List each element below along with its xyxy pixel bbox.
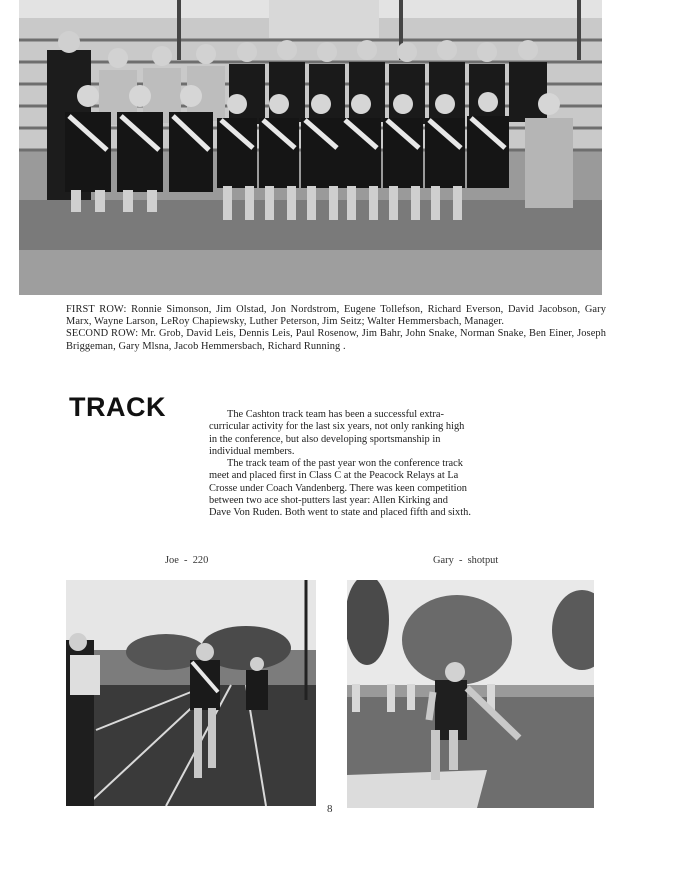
runner-photo: [66, 580, 316, 806]
shotput-photo: [347, 580, 594, 808]
article-body: [209, 409, 471, 520]
photo-caption: [66, 304, 606, 353]
body-paragraph: The Cashton track team has been a successful extra-curricular activity for the last six years, not only ranking high in the conference, but also developing sportsmanship in individual members.: [209, 409, 465, 457]
section-title: TRACK: [69, 392, 166, 422]
photo-label-right: Gary - shotput: [433, 555, 499, 566]
page-number: 8: [327, 803, 333, 815]
body-paragraph: The track team of the past year won the conference track meet and placed first in Class C at the Peacock Relays at La Crosse under Coach Vandenberg. There was keen competition between two ace shot-putters last year: Allen Kirking and Dave Von Ruden. Both went to state and placed fifth and sixth.: [209, 458, 471, 519]
photo-label-left: Joe - 220: [165, 555, 209, 566]
team-photo: [19, 0, 602, 295]
caption-second-row: SECOND ROW: Mr. Grob, David Leis, Dennis Leis, Paul Rosenow, Jim Bahr, John Snake, Norman Snake, Ben Einer, Joseph Briggeman, Gary Mlsna, Jacob Hemmersbach, Richard Running .: [66, 328, 606, 352]
caption-first-row: FIRST ROW: Ronnie Simonson, Jim Olstad, Jon Nordstrom, Eugene Tollefson, Richard Everson, David Jacobson, Gary Marx, Wayne Larson, LeRoy Chapiewsky, Luther Peterson, Jim Seitz; Walter Hemmersbach, Manager.: [66, 304, 606, 328]
